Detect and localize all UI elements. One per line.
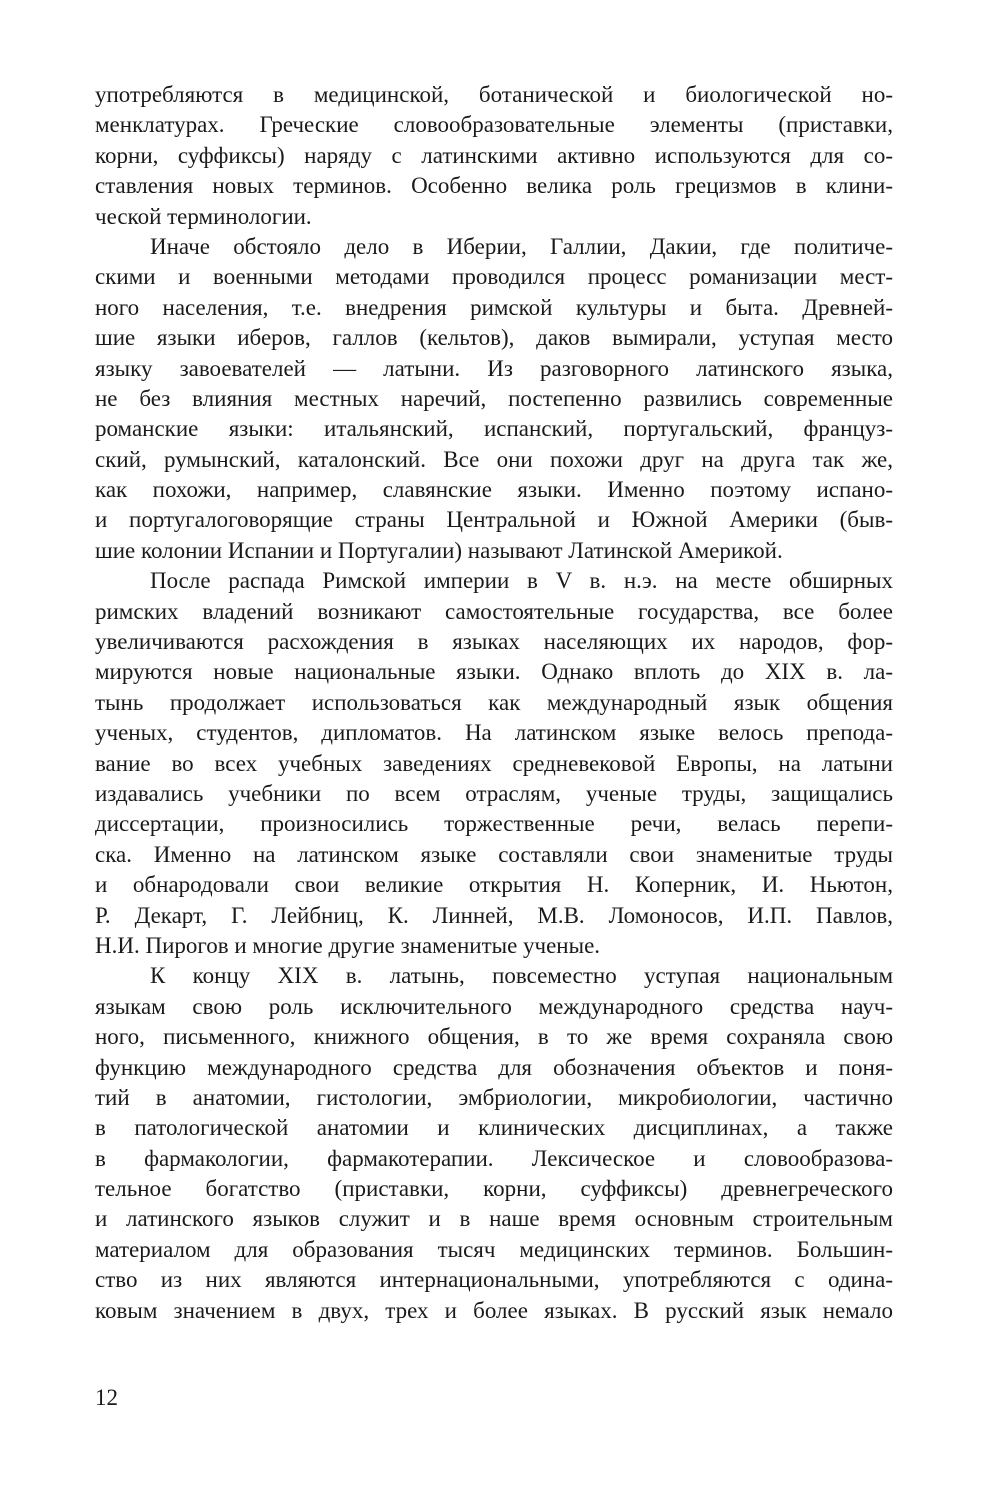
text-line: Н.И. Пирогов и многие другие знаменитые ученые.: [95, 932, 601, 958]
text-line: не без влияния местных наречий, постепенно развились современные: [95, 385, 893, 411]
text-line: употребляются в медицинской, ботанической и биологической но-: [95, 82, 893, 107]
text-line: тельное богатство (приставки, корни, суффиксы) древнегреческого: [95, 1176, 893, 1202]
text-line: скими и военными методами проводился процесс романизации мест-: [95, 264, 893, 290]
text-line: языку завоевателей — латыни. Из разговорного латинского языка,: [95, 355, 893, 381]
text-line: в патологической анатомии и клинических дисциплинах, а также: [95, 1115, 893, 1141]
text-line: и португалоговорящие страны Центральной и Южной Америки (быв-: [95, 507, 893, 533]
text-line: шие языки иберов, галлов (кельтов), даков вымирали, уступая место: [95, 325, 893, 351]
text-line: увеличиваются расхождения в языках населяющих их народов, фор-: [95, 629, 893, 655]
text-line: ученых, студентов, дипломатов. На латинском языке велось препода-: [95, 720, 893, 746]
text-line: вание во всех учебных заведениях средневековой Европы, на латыни: [95, 750, 893, 776]
text-line: романские языки: итальянский, испанский, португальский, француз-: [95, 416, 893, 442]
text-line: К концу XIX в. латынь, повсеместно уступая национальным: [150, 963, 893, 989]
text-line: ставления новых терминов. Особенно велика роль грецизмов в клини-: [95, 173, 893, 199]
text-line: диссертации, произносились торжественные речи, велась перепи-: [95, 811, 893, 837]
paragraph: [95, 566, 893, 961]
text-line: ного, письменного, книжного общения, в то же время сохраняла свою: [95, 1024, 893, 1050]
text-line: ство из них являются интернациональными, употребляются с одина-: [95, 1267, 893, 1293]
text-line: менклатурах. Греческие словообразовательные элементы (приставки,: [95, 112, 893, 138]
paragraph: [95, 961, 893, 1326]
text-line: в фармакологии, фармакотерапии. Лексическое и словообразова-: [95, 1145, 893, 1171]
text-line: функцию международного средства для обозначения объектов и поня-: [95, 1054, 893, 1080]
text-line: корни, суффиксы) наряду с латинскими активно используются для со-: [95, 142, 893, 168]
text-line: Иначе обстояло дело в Иберии, Галлии, Дакии, где политиче-: [150, 233, 893, 259]
page-body: [95, 80, 893, 1326]
text-line: ческой терминологии.: [95, 203, 312, 229]
text-line: и обнародовали свои великие открытия Н. Коперник, И. Ньютон,: [95, 872, 893, 898]
paragraph: [95, 232, 893, 566]
text-line: как похожи, например, славянские языки. Именно поэтому испано-: [95, 477, 893, 503]
text-line: ного населения, т.е. внедрения римской культуры и быта. Древней-: [95, 294, 893, 320]
paragraph: [95, 80, 893, 232]
text-line: ский, румынский, каталонский. Все они похожи друг на друга так же,: [95, 446, 893, 472]
text-line: языкам свою роль исключительного международного средства науч-: [95, 993, 893, 1019]
text-line: ковым значением в двух, трех и более языках. В русский язык немало: [95, 1297, 893, 1323]
text-line: тий в анатомии, гистологии, эмбриологии, микробиологии, частично: [95, 1084, 893, 1110]
text-line: римских владений возникают самостоятельные государства, все более: [95, 598, 893, 624]
page-number: 12: [95, 1385, 118, 1410]
text-line: и латинского языков служит и в наше время основным строительным: [95, 1206, 893, 1232]
text-line: мируются новые национальные языки. Однако вплоть до XIX в. ла-: [95, 659, 893, 685]
text-line: ска. Именно на латинском языке составляли свои знаменитые труды: [95, 841, 893, 867]
text-line: После распада Римской империи в V в. н.э. на месте обширных: [150, 568, 893, 594]
text-line: тынь продолжает использоваться как международный язык общения: [95, 689, 893, 715]
text-line: шие колонии Испании и Португалии) называют Латинской Америкой.: [95, 537, 783, 563]
text-line: издавались учебники по всем отраслям, ученые труды, защищались: [95, 780, 893, 806]
text-line: материалом для образования тысяч медицинских терминов. Большин-: [95, 1236, 893, 1262]
text-line: Р. Декарт, Г. Лейбниц, К. Линней, М.В. Ломоносов, И.П. Павлов,: [95, 902, 893, 928]
